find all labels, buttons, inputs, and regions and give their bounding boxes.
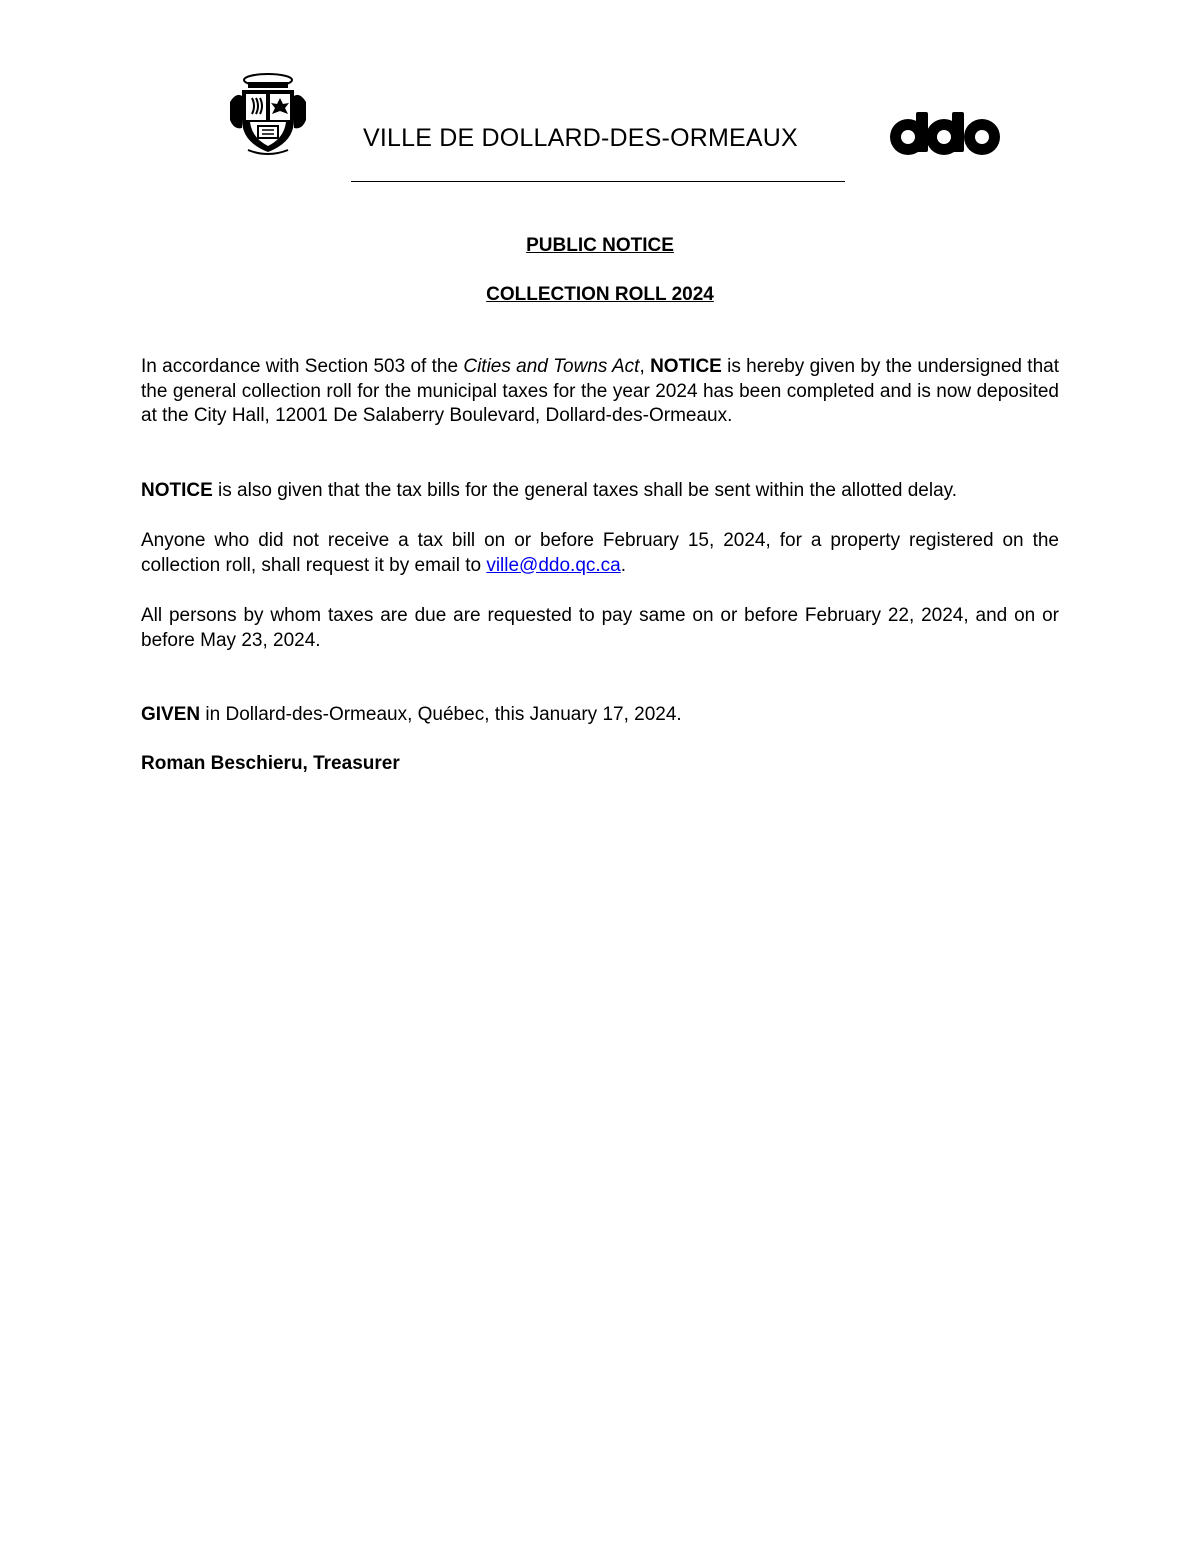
- ddo-logo: [888, 110, 1002, 156]
- p3-end: .: [620, 554, 627, 576]
- paragraph-given: [141, 703, 1059, 728]
- collection-roll-title: COLLECTION ROLL 2024: [486, 284, 714, 305]
- signature: Roman Beschieru, Treasurer: [141, 753, 400, 774]
- city-name: VILLE DE DOLLARD-DES-ORMEAUX: [363, 124, 798, 152]
- p1-rest: is hereby given by the undersigned that the general collection roll for the municipal taxes for the year 2024 has been completed and is now deposited at the City Hall, 12001 De Salaberry Boulevard, Dollard-des-Ormeaux.: [141, 356, 1059, 426]
- p3-text: Anyone who did not receive a tax bill on or before February 15, 2024, for a property registered on the collection roll, shall request it by email to: [141, 530, 1059, 576]
- p1-notice-word: NOTICE: [650, 356, 722, 377]
- p1-comma: ,: [639, 356, 651, 377]
- act-name: Cities and Towns Act: [463, 356, 640, 377]
- paragraph-payment-dates: All persons by whom taxes are due are requested to pay same on or before February 22, 2024, and on or before May 23, 2024.: [141, 605, 1059, 651]
- public-notice-title: PUBLIC NOTICE: [526, 235, 674, 256]
- paragraph-deposit: [141, 355, 1059, 429]
- coat-of-arms-icon: [228, 72, 308, 156]
- header-divider: [351, 181, 845, 182]
- paragraph-request-bill: [141, 529, 1059, 578]
- p2-notice-word: NOTICE: [141, 480, 213, 501]
- paragraph-tax-bills: [141, 479, 1059, 504]
- given-word: GIVEN: [141, 704, 201, 725]
- p1-intro: In accordance with Section 503 of the: [141, 356, 464, 377]
- given-rest: in Dollard-des-Ormeaux, Québec, this January 17, 2024.: [200, 704, 682, 725]
- email-link[interactable]: ville@ddo.qc.ca: [486, 554, 621, 576]
- p2-rest: is also given that the tax bills for the general taxes shall be sent within the allotted delay.: [212, 480, 958, 501]
